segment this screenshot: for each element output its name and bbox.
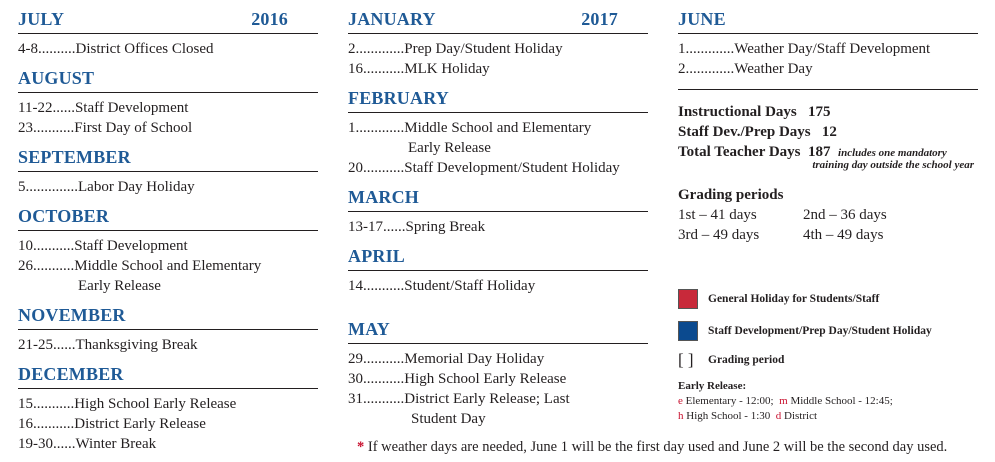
legend [678, 289, 978, 367]
calendar-entry: 1.............Weather Day/Staff Development [678, 41, 931, 57]
calendar-entry: 2.............Prep Day/Student Holiday [348, 41, 563, 57]
month-header-february: FEBRUARY [348, 87, 648, 113]
calendar-entry: 13-17......Spring Break [348, 219, 486, 235]
month-header-may: MAY [348, 318, 648, 344]
calendar-entry: 1.............Middle School and Elementary [348, 120, 592, 136]
legend-staffdev: Staff Development/Prep Day/Student Holiday [678, 321, 978, 341]
legend-grading: [ ] Grading period [678, 350, 785, 369]
year-label: 2016 [251, 9, 288, 29]
calendar-entry: 14...........Student/Staff Holiday [348, 278, 536, 294]
red-swatch-icon [678, 289, 698, 309]
divider [678, 79, 978, 90]
calendar-entry: 31...........District Early Release; Last [348, 391, 570, 407]
column-fall [18, 0, 318, 454]
month-title: JULY [18, 9, 65, 29]
calendar-entry: 30...........High School Early Release [348, 371, 567, 387]
early-release-key: Early Release: e Elementary - 12:00; m Middle School - 12:45; h High School - 1:30 d District [678, 380, 893, 422]
blue-swatch-icon [678, 321, 698, 341]
calendar-entry: 29...........Memorial Day Holiday [348, 351, 545, 367]
calendar-entry: 23...........First Day of School [18, 120, 193, 136]
calendar-entry: 21-25......Thanksgiving Break [18, 337, 198, 353]
entry-continuation: Student Day [411, 411, 486, 427]
calendar-entry: 5..............Labor Day Holiday [18, 179, 195, 195]
column-spring [348, 0, 648, 429]
bracket-icon: [ ] [678, 350, 694, 369]
grading-periods: Grading periods 1st – 41 days 2nd – 36 days 3rd – 49 days 4th – 49 days [678, 187, 887, 243]
entry-continuation: Early Release [78, 278, 161, 294]
month-header-april: APRIL [348, 245, 648, 271]
column-summer-info [678, 0, 978, 424]
calendar-entry: 19-30......Winter Break [18, 436, 157, 452]
calendar-entry: 16...........MLK Holiday [348, 61, 490, 77]
month-header-january: JANUARY 2017 [348, 8, 648, 34]
month-header-july [18, 8, 318, 34]
calendar-entry: 26...........Middle School and Elementary [18, 258, 262, 274]
month-header-august: AUGUST [18, 67, 318, 93]
legend-holiday: General Holiday for Students/Staff [678, 289, 978, 309]
calendar-entry: 16...........District Early Release [18, 416, 206, 432]
calendar-entry: 15...........High School Early Release [18, 396, 237, 412]
calendar-entry: 2.............Weather Day [678, 61, 813, 77]
year-label: 2017 [581, 9, 618, 29]
month-header-june: JUNE [678, 8, 978, 34]
calendar-entry: 4-8..........District Offices Closed [18, 41, 214, 57]
weather-footnote: * If weather days are needed, June 1 will be the first day used and June 2 will be the second day used. [357, 439, 948, 455]
calendar-entry: 11-22......Staff Development [18, 100, 189, 116]
day-totals: Instructional Days 175 Staff Dev./Prep Days 12 Total Teacher Days 187 includes one mandatory training day outside the school year [678, 104, 974, 171]
asterisk-icon: * [357, 439, 365, 455]
month-header-october: OCTOBER [18, 205, 318, 231]
entry-continuation: Early Release [408, 140, 491, 156]
month-header-december: DECEMBER [18, 363, 318, 389]
calendar-entry: 10...........Staff Development [18, 238, 188, 254]
month-header-november: NOVEMBER [18, 304, 318, 330]
calendar-entry: 20...........Staff Development/Student Holiday [348, 160, 620, 176]
month-header-september: SEPTEMBER [18, 146, 318, 172]
month-header-march: MARCH [348, 186, 648, 212]
